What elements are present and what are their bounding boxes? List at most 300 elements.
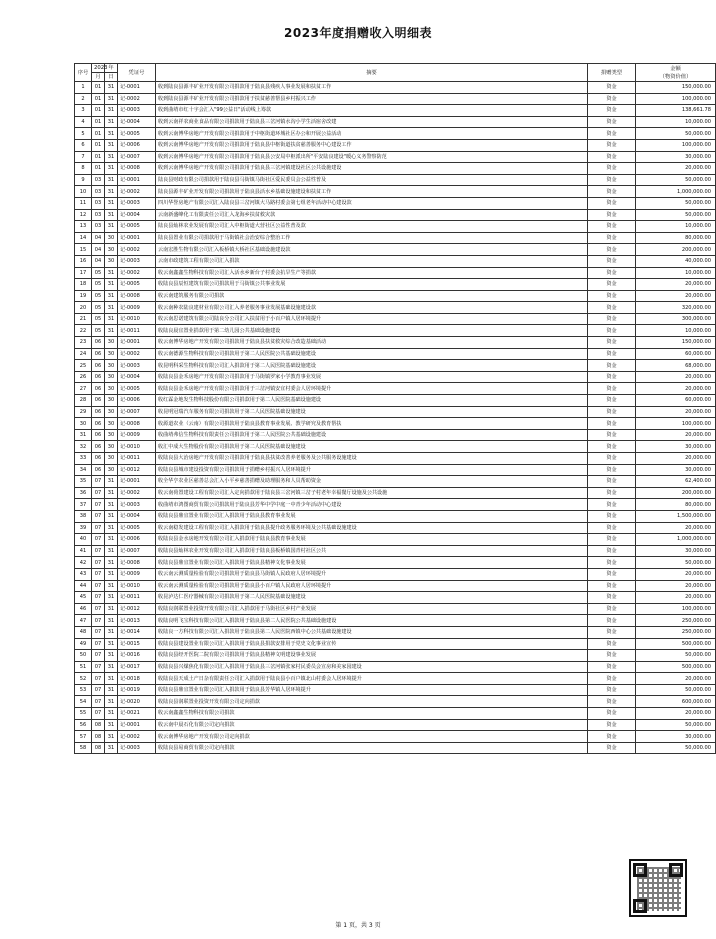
row-voucher: 记-0002 (118, 244, 156, 256)
row-month: 01 (92, 93, 105, 105)
table-row (75, 116, 716, 128)
table-row (75, 510, 716, 522)
row-day: 31 (105, 650, 118, 662)
row-voucher: 记-0005 (118, 522, 156, 534)
row-voucher: 记-0003 (118, 255, 156, 267)
row-day: 30 (105, 441, 118, 453)
table-row (75, 615, 716, 627)
row-voucher: 记-0009 (118, 568, 156, 580)
row-amount: 30,000.00 (636, 731, 716, 743)
row-month: 06 (92, 406, 105, 418)
header-seq: 序号 (75, 64, 92, 82)
table-row (75, 568, 716, 580)
row-voucher: 记-0002 (118, 487, 156, 499)
table-row (75, 673, 716, 685)
table-row (75, 337, 716, 349)
table-row (75, 650, 716, 662)
table-row (75, 267, 716, 279)
row-month: 01 (92, 82, 105, 94)
row-amount: 150,000.00 (636, 82, 716, 94)
row-type: 资金 (588, 395, 636, 407)
row-day: 30 (105, 383, 118, 395)
row-month: 01 (92, 151, 105, 163)
table-row (75, 348, 716, 360)
row-type: 资金 (588, 151, 636, 163)
row-voucher: 记-0008 (118, 163, 156, 175)
row-seq: 16 (75, 255, 92, 267)
row-day: 30 (105, 429, 118, 441)
row-day: 31 (105, 638, 118, 650)
row-amount: 20,000.00 (636, 371, 716, 383)
row-amount: 250,000.00 (636, 626, 716, 638)
table-row (75, 441, 716, 453)
row-day: 31 (105, 615, 118, 627)
header-summary: 摘要 (156, 64, 588, 82)
row-seq: 33 (75, 453, 92, 465)
table-row (75, 186, 716, 198)
row-summary: 收到云南博华房地产开发有限公司捐款用于陆良县三岔河镇建设社区公共设施建设 (156, 163, 588, 175)
row-summary: 收陆良县易商贸有限公司定向捐款 (156, 742, 588, 754)
row-month: 07 (92, 534, 105, 546)
row-seq: 6 (75, 139, 92, 151)
row-amount: 30,000.00 (636, 151, 716, 163)
row-day: 31 (105, 105, 118, 117)
row-amount: 40,000.00 (636, 255, 716, 267)
table-row (75, 742, 716, 754)
row-seq: 9 (75, 174, 92, 186)
row-month: 05 (92, 290, 105, 302)
row-seq: 36 (75, 487, 92, 499)
row-type: 资金 (588, 163, 636, 175)
row-seq: 8 (75, 163, 92, 175)
table-row (75, 638, 716, 650)
row-amount: 20,000.00 (636, 453, 716, 465)
row-type: 资金 (588, 406, 636, 418)
row-summary: 收陆良县灿林农业开发有限公司汇入捐款用于陆良县板桥镇国青村社区公共 (156, 545, 588, 557)
row-month: 05 (92, 325, 105, 337)
table-row (75, 406, 716, 418)
row-day: 30 (105, 255, 118, 267)
row-day: 31 (105, 603, 118, 615)
row-amount: 68,000.00 (636, 360, 716, 372)
header-type: 捐赠类型 (588, 64, 636, 82)
row-type: 资金 (588, 197, 636, 209)
row-summary: 收陆良县建设置业有限公司汇入捐款用于陆良县捐款安排用于党史文化事业宣传 (156, 638, 588, 650)
row-type: 资金 (588, 464, 636, 476)
table-row (75, 719, 716, 731)
row-day: 30 (105, 232, 118, 244)
row-amount: 100,000.00 (636, 418, 716, 430)
row-month: 07 (92, 626, 105, 638)
row-month: 07 (92, 510, 105, 522)
row-voucher: 记-0006 (118, 534, 156, 546)
row-month: 06 (92, 383, 105, 395)
row-summary: 收昆明冠瑞汽车服务有限公司捐款用于第二人民医院基础设施建设 (156, 406, 588, 418)
row-type: 资金 (588, 580, 636, 592)
row-summary: 收陆良县辰恒建筑有限公司捐款用于马街镇公共事业发展 (156, 279, 588, 291)
row-seq: 51 (75, 661, 92, 673)
row-type: 资金 (588, 105, 636, 117)
row-day: 31 (105, 568, 118, 580)
row-type: 资金 (588, 302, 636, 314)
row-month: 06 (92, 395, 105, 407)
row-voucher: 记-0005 (118, 279, 156, 291)
row-voucher: 记-0018 (118, 673, 156, 685)
row-voucher: 记-0007 (118, 151, 156, 163)
row-seq: 30 (75, 418, 92, 430)
row-day: 30 (105, 406, 118, 418)
table-row (75, 453, 716, 465)
row-seq: 27 (75, 383, 92, 395)
row-seq: 56 (75, 719, 92, 731)
row-day: 31 (105, 487, 118, 499)
row-day: 31 (105, 510, 118, 522)
row-amount: 10,000.00 (636, 116, 716, 128)
row-amount: 250,000.00 (636, 615, 716, 627)
row-type: 资金 (588, 684, 636, 696)
row-summary: 云南市政建筑工程有限公司汇入捐款 (156, 255, 588, 267)
row-day: 31 (105, 545, 118, 557)
row-seq: 52 (75, 673, 92, 685)
table-row (75, 209, 716, 221)
row-seq: 28 (75, 395, 92, 407)
row-summary: 收云南云测质量检验有限公司捐款用于陆良县小百户镇人民政府人居环境提升 (156, 580, 588, 592)
row-month: 06 (92, 337, 105, 349)
row-voucher: 记-0007 (118, 406, 156, 418)
row-voucher: 记-0004 (118, 116, 156, 128)
row-day: 31 (105, 197, 118, 209)
table-row (75, 325, 716, 337)
table-row (75, 522, 716, 534)
row-amount: 50,000.00 (636, 197, 716, 209)
table-row (75, 279, 716, 291)
table-row (75, 244, 716, 256)
row-seq: 41 (75, 545, 92, 557)
row-seq: 58 (75, 742, 92, 754)
row-summary: 四川华誉房地产有限公司汇入陆良县三岔河镇大马路村委会第七组老年活动中心建设款 (156, 197, 588, 209)
row-amount: 20,000.00 (636, 673, 716, 685)
row-type: 资金 (588, 348, 636, 360)
row-seq: 3 (75, 105, 92, 117)
donation-table (74, 63, 716, 754)
row-day: 31 (105, 82, 118, 94)
row-voucher: 记-0012 (118, 603, 156, 615)
row-summary: 收陆良县城市建设投资有限公司捐款用于捐赠乡村振兴人居环境提升 (156, 464, 588, 476)
row-seq: 20 (75, 302, 92, 314)
row-summary: 云南新盛峰化工有限责任公司汇入龙海乡扶贫救灾款 (156, 209, 588, 221)
row-voucher: 记-0017 (118, 661, 156, 673)
row-month: 08 (92, 719, 105, 731)
row-type: 资金 (588, 453, 636, 465)
row-month: 07 (92, 476, 105, 488)
row-type: 资金 (588, 441, 636, 453)
row-amount: 80,000.00 (636, 499, 716, 511)
row-amount: 50,000.00 (636, 650, 716, 662)
row-day: 31 (105, 522, 118, 534)
row-day: 30 (105, 464, 118, 476)
row-seq: 17 (75, 267, 92, 279)
table-row (75, 696, 716, 708)
row-amount: 50,000.00 (636, 719, 716, 731)
row-day: 30 (105, 371, 118, 383)
row-voucher: 记-0002 (118, 93, 156, 105)
row-type: 资金 (588, 476, 636, 488)
row-type: 资金 (588, 522, 636, 534)
row-seq: 2 (75, 93, 92, 105)
row-voucher: 记-0002 (118, 186, 156, 198)
header-year-unit: 年 (105, 64, 118, 73)
row-amount: 50,000.00 (636, 128, 716, 140)
row-voucher: 记-0011 (118, 453, 156, 465)
row-month: 07 (92, 650, 105, 662)
row-type: 资金 (588, 360, 636, 372)
row-seq: 48 (75, 626, 92, 638)
row-day: 31 (105, 626, 118, 638)
row-summary: 收云南鑫鑫生物科技有限公司捐款 (156, 708, 588, 720)
row-month: 07 (92, 568, 105, 580)
row-voucher: 记-0019 (118, 684, 156, 696)
row-seq: 14 (75, 232, 92, 244)
row-type: 资金 (588, 116, 636, 128)
row-amount: 50,000.00 (636, 174, 716, 186)
row-day: 31 (105, 696, 118, 708)
row-voucher: 记-0013 (118, 615, 156, 627)
row-amount: 600,000.00 (636, 696, 716, 708)
row-seq: 43 (75, 568, 92, 580)
row-voucher: 记-0003 (118, 105, 156, 117)
row-summary: 收云南博华房地产开发有限公司捐款用于陆良县扶贫救灾综合改造基础活动 (156, 337, 588, 349)
row-voucher: 记-0005 (118, 383, 156, 395)
row-month: 07 (92, 603, 105, 615)
row-month: 04 (92, 255, 105, 267)
table-row (75, 174, 716, 186)
row-voucher: 记-0016 (118, 650, 156, 662)
row-summary: 收云南建筑服务有限公司捐款 (156, 290, 588, 302)
row-summary: 陆良县财政有限公司捐款用于陆良县马街镇马街社区爱民委员会公益性普及 (156, 174, 588, 186)
table-header (75, 64, 716, 82)
row-voucher: 记-0012 (118, 464, 156, 476)
row-amount: 300,000.00 (636, 313, 716, 325)
row-amount: 50,000.00 (636, 557, 716, 569)
row-summary: 陆良县置业有限公司捐款用于马街镇社会治安综合整治工作 (156, 232, 588, 244)
row-seq: 34 (75, 464, 92, 476)
row-voucher: 记-0001 (118, 476, 156, 488)
row-seq: 49 (75, 638, 92, 650)
row-voucher: 记-0002 (118, 731, 156, 743)
table-row (75, 128, 716, 140)
row-day: 31 (105, 139, 118, 151)
row-day: 30 (105, 453, 118, 465)
row-day: 31 (105, 476, 118, 488)
row-amount: 20,000.00 (636, 708, 716, 720)
row-type: 资金 (588, 673, 636, 685)
row-amount: 150,000.00 (636, 337, 716, 349)
row-month: 01 (92, 105, 105, 117)
row-summary: 收陆良县鼎宜置业有限公司汇入捐款用于陆良县教育事业发展 (156, 510, 588, 522)
row-type: 资金 (588, 221, 636, 233)
row-day: 31 (105, 580, 118, 592)
row-voucher: 记-0014 (118, 626, 156, 638)
table-row (75, 580, 716, 592)
row-summary: 收云南思诺建筑有限公司陆良分公司汇入扶贫用于小百户镇人居环境提升 (156, 313, 588, 325)
row-month: 07 (92, 638, 105, 650)
row-day: 31 (105, 742, 118, 754)
row-type: 资金 (588, 696, 636, 708)
row-month: 07 (92, 592, 105, 604)
row-month: 06 (92, 360, 105, 372)
row-summary: 收到云南博华房地产开发有限公司捐款用于中枢街道环城社区办公和开展公益活动 (156, 128, 588, 140)
row-type: 资金 (588, 279, 636, 291)
row-voucher: 记-0010 (118, 441, 156, 453)
row-type: 资金 (588, 615, 636, 627)
row-amount: 62,400.00 (636, 476, 716, 488)
row-type: 资金 (588, 592, 636, 604)
row-type: 资金 (588, 603, 636, 615)
row-amount: 30,000.00 (636, 441, 716, 453)
row-voucher: 记-0001 (118, 719, 156, 731)
row-month: 05 (92, 313, 105, 325)
row-day: 31 (105, 557, 118, 569)
row-seq: 19 (75, 290, 92, 302)
row-seq: 50 (75, 650, 92, 662)
row-summary: 陆良县源丰矿业开发有限公司捐款用于陆良县活水乡基础设施建设和扶贫工作 (156, 186, 588, 198)
table-row (75, 197, 716, 209)
row-type: 资金 (588, 534, 636, 546)
table-row (75, 626, 716, 638)
row-day: 31 (105, 661, 118, 673)
row-day: 31 (105, 325, 118, 337)
row-type: 资金 (588, 255, 636, 267)
row-seq: 42 (75, 557, 92, 569)
row-amount: 20,000.00 (636, 580, 716, 592)
row-summary: 收曲靖弗信生物科技有限责任公司捐款用于第二人民医院公共基础设施建设 (156, 429, 588, 441)
row-day: 31 (105, 731, 118, 743)
table-row (75, 545, 716, 557)
row-month: 07 (92, 499, 105, 511)
row-amount: 20,000.00 (636, 522, 716, 534)
row-amount: 20,000.00 (636, 592, 716, 604)
table-row (75, 105, 716, 117)
table-row (75, 151, 716, 163)
row-amount: 10,000.00 (636, 325, 716, 337)
row-amount: 10,000.00 (636, 221, 716, 233)
row-day: 31 (105, 128, 118, 140)
table-row (75, 290, 716, 302)
row-voucher: 记-0001 (118, 82, 156, 94)
row-seq: 31 (75, 429, 92, 441)
row-month: 06 (92, 418, 105, 430)
row-day: 30 (105, 418, 118, 430)
row-voucher: 记-0011 (118, 325, 156, 337)
table-row (75, 82, 716, 94)
row-month: 06 (92, 453, 105, 465)
row-amount: 20,000.00 (636, 290, 716, 302)
table-row (75, 684, 716, 696)
row-summary: 收陆良县大治房地产开发有限公司捐款用于陆良县扶贫改善养老服务及公共服务设施建设 (156, 453, 588, 465)
row-summary: 收到陆良县源丰矿业开发有限公司捐款用于扶贫慈善帮县乡村振兴工作 (156, 93, 588, 105)
row-seq: 24 (75, 348, 92, 360)
row-summary: 收陆良一方科技有限公司汇入捐款用于陆良县第二人民医院西镇中心公共基础设施建设 (156, 626, 588, 638)
row-voucher: 记-0004 (118, 510, 156, 522)
row-type: 资金 (588, 267, 636, 279)
row-seq: 13 (75, 221, 92, 233)
row-summary: 收云南荷置建设工程有限公司汇入定向捐款用于陆良县三岔河镇三岔子村老年幸福餐厅设施及公共设施 (156, 487, 588, 499)
row-voucher: 记-0003 (118, 197, 156, 209)
row-month: 03 (92, 221, 105, 233)
row-type: 资金 (588, 568, 636, 580)
row-amount: 100,000.00 (636, 139, 716, 151)
row-summary: 收陆良明飞宝科技有限公司汇入捐款用于陆良县第二人民医院公共基础设施建设 (156, 615, 588, 627)
qr-code-icon (629, 859, 687, 917)
row-month: 05 (92, 279, 105, 291)
row-summary: 收源道农业（云南）有限公司捐款用于陆良县教育事业发展、教学研究及教育帮扶 (156, 418, 588, 430)
row-amount: 20,000.00 (636, 429, 716, 441)
row-seq: 57 (75, 731, 92, 743)
row-seq: 5 (75, 128, 92, 140)
row-day: 31 (105, 673, 118, 685)
row-month: 07 (92, 615, 105, 627)
row-month: 03 (92, 186, 105, 198)
row-type: 资金 (588, 174, 636, 186)
row-type: 资金 (588, 499, 636, 511)
header-month: 月 (92, 73, 105, 82)
row-voucher: 记-0008 (118, 557, 156, 569)
row-month: 08 (92, 742, 105, 754)
row-month: 03 (92, 174, 105, 186)
row-amount: 200,000.00 (636, 487, 716, 499)
row-day: 31 (105, 592, 118, 604)
row-amount: 10,000.00 (636, 267, 716, 279)
row-seq: 54 (75, 696, 92, 708)
row-day: 30 (105, 360, 118, 372)
row-summary: 收云南云测质量检验有限公司捐款用于陆良县马街镇人民政府人居环境提升 (156, 568, 588, 580)
row-month: 07 (92, 580, 105, 592)
row-amount: 50,000.00 (636, 684, 716, 696)
row-amount: 200,000.00 (636, 244, 716, 256)
header-day: 日 (105, 73, 118, 82)
row-summary: 收陆良县金水房地开发有限公司汇入捐款用于陆良县教育事业发展 (156, 534, 588, 546)
row-type: 资金 (588, 418, 636, 430)
row-month: 01 (92, 128, 105, 140)
row-seq: 22 (75, 325, 92, 337)
row-month: 07 (92, 557, 105, 569)
table-row (75, 592, 716, 604)
row-voucher: 记-0004 (118, 209, 156, 221)
row-voucher: 记-0015 (118, 638, 156, 650)
row-type: 资金 (588, 93, 636, 105)
row-type: 资金 (588, 626, 636, 638)
row-month: 07 (92, 522, 105, 534)
table-row (75, 395, 716, 407)
row-type: 资金 (588, 313, 636, 325)
table-row (75, 313, 716, 325)
row-amount: 50,000.00 (636, 209, 716, 221)
table-row (75, 371, 716, 383)
table-row (75, 232, 716, 244)
row-voucher: 记-0003 (118, 360, 156, 372)
row-amount: 50,000.00 (636, 742, 716, 754)
row-amount: 30,000.00 (636, 545, 716, 557)
table-row (75, 557, 716, 569)
row-type: 资金 (588, 731, 636, 743)
row-summary: 收陆良县鼎宜置业有限公司汇入捐款用于陆良县芳华镇人居环境提升 (156, 684, 588, 696)
row-voucher: 记-0010 (118, 313, 156, 325)
row-voucher: 记-0002 (118, 267, 156, 279)
row-type: 资金 (588, 244, 636, 256)
row-voucher: 记-0011 (118, 592, 156, 604)
row-seq: 26 (75, 371, 92, 383)
row-month: 07 (92, 487, 105, 499)
